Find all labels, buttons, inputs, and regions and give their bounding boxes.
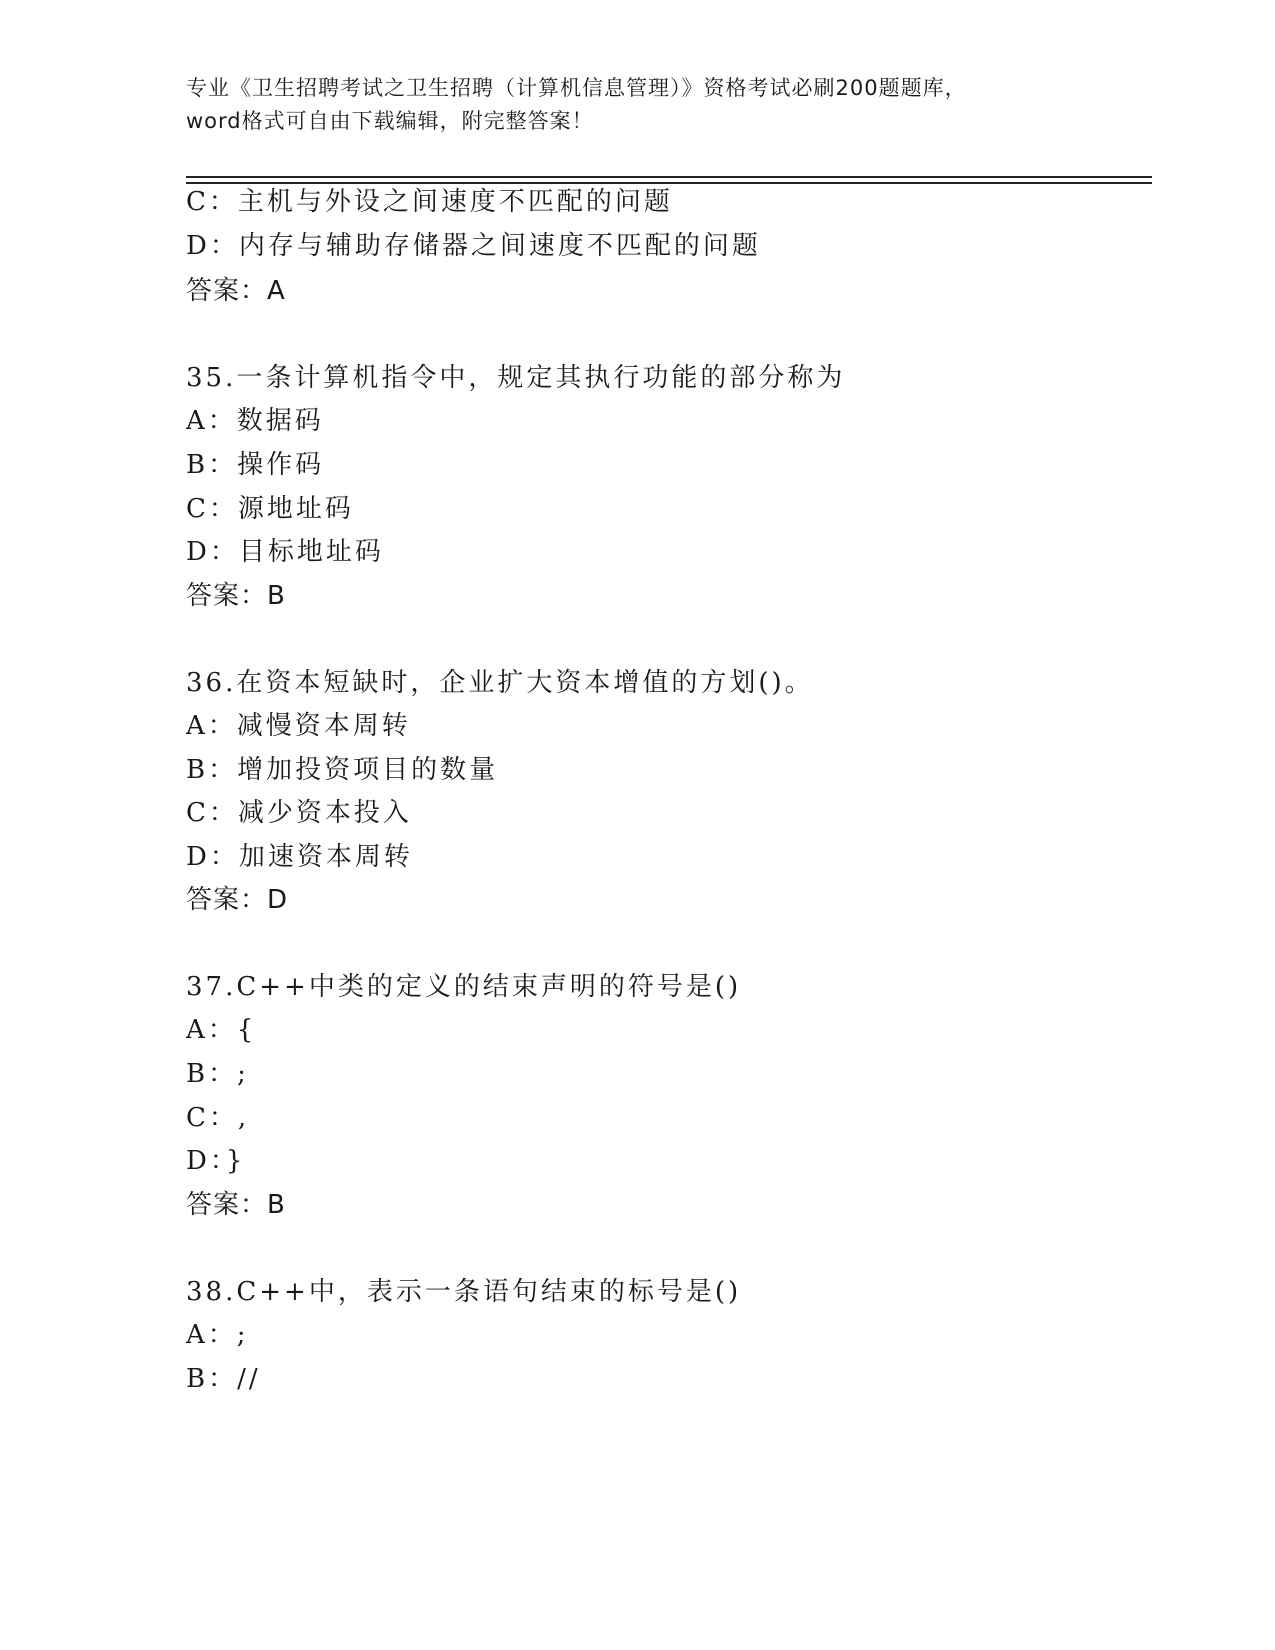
option-d: D：}	[186, 1146, 246, 1176]
document-header	[186, 72, 1086, 138]
answer-line: 答案：B	[186, 581, 286, 611]
option-a: A：数据码	[186, 406, 324, 436]
question-stem: 38.C++中，表示一条语句结束的标号是()	[186, 1277, 742, 1307]
option-d: D：目标地址码	[186, 537, 384, 567]
option-a: A：减慢资本周转	[186, 711, 411, 741]
question-stem: 37.C++中类的定义的结束声明的符号是()	[186, 972, 742, 1002]
option-b: B：操作码	[186, 450, 325, 480]
header-divider-top	[186, 176, 1152, 178]
answer-line: 答案：B	[186, 1190, 286, 1220]
option-c: C：主机与外设之间速度不匹配的问题	[186, 187, 673, 217]
option-b: B：增加投资项目的数量	[186, 755, 499, 785]
header-line-2: word格式可自由下载编辑，附完整答案！	[186, 109, 594, 133]
answer-line: 答案：A	[186, 276, 286, 306]
option-b: B：;	[186, 1059, 249, 1089]
option-a: A：;	[186, 1320, 249, 1350]
answer-line: 答案：D	[186, 885, 289, 915]
option-d: D：内存与辅助存储器之间速度不匹配的问题	[186, 231, 761, 261]
option-c: C：源地址码	[186, 494, 354, 524]
header-line-1: 专业《卫生招聘考试之卫生招聘（计算机信息管理）》资格考试必刷200题题库，	[186, 76, 967, 100]
option-a: A：{	[186, 1015, 257, 1045]
option-c: C：减少资本投入	[186, 798, 412, 828]
option-c: C：,	[186, 1103, 250, 1133]
option-d: D：加速资本周转	[186, 842, 413, 872]
header-divider-bottom	[186, 182, 1152, 184]
question-stem: 35.一条计算机指令中，规定其执行功能的部分称为	[186, 363, 846, 393]
option-b: B：//	[186, 1364, 261, 1394]
question-stem: 36.在资本短缺时，企业扩大资本增值的方划()。	[186, 668, 814, 698]
